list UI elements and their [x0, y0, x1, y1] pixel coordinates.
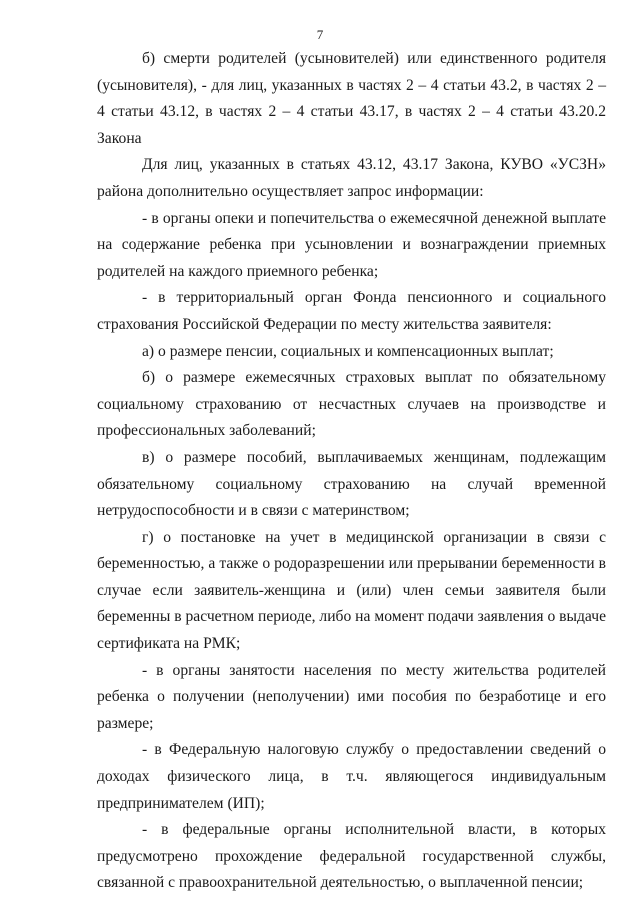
- paragraph-additional-request: Для лиц, указанных в статьях 43.12, 43.17 Закона, КУВО «УСЗН» района дополнительно осуществляет запрос информации:: [97, 156, 606, 200]
- paragraph-pension-fund: - в территориальный орган Фонда пенсионного и социального страхования Российской Федерации по месту жительства заявителя:: [97, 289, 606, 333]
- paragraph-item-a-pension: а) о размере пенсии, социальных и компенсационных выплат;: [142, 342, 554, 360]
- paragraph-item-g-pregnancy: г) о постановке на учет в медицинской организации в связи с беременностью, а также о родоразрешении или прерывании беременности в случае если заявитель-женщина и (или) член семьи заявителя были беременны в расчетном периоде, либо на момент подачи заявления о выдаче сертификата на РМК;: [97, 528, 606, 653]
- paragraph-employment-bodies: - в органы занятости населения по месту жительства родителей ребенка о получении (неполучении) ими пособия по безработице и его размере;: [97, 661, 606, 732]
- paragraph-federal-bodies: - в федеральные органы исполнительной власти, в которых предусмотрено прохождение федеральной государственной службы, связанной с правоохранительной деятельностью, о выплаченной пенсии;: [97, 821, 606, 892]
- paragraph-guardianship-bodies: - в органы опеки и попечительства о ежемесячной денежной выплате на содержание ребенка при усыновлении и вознаграждении приемных родителей на каждого приемного ребенка;: [97, 209, 606, 280]
- page-number: 7: [316, 27, 324, 42]
- paragraph-death-of-parents: б) смерти родителей (усыновителей) или единственного родителя (усыновителя), - для лиц, указанных в частях 2 – 4 статьи 43.2, в частях 2 – 4 статьи 43.12, в частях 2 – 4 статьи 43.17, в частях 2 – 4 статьи 43.20.2 Закона: [97, 50, 606, 147]
- paragraph-tax-service: - в Федеральную налоговую службу о предоставлении сведений о доходах физического лица, в т.ч. являющегося индивидуальным предпринимателем (ИП);: [97, 741, 606, 812]
- document-body: [97, 46, 606, 897]
- paragraph-item-v-benefits: в) о размере пособий, выплачиваемых женщинам, подлежащим обязательному социальному страхованию на случай временной нетрудоспособности и в связи с материнством;: [97, 448, 606, 520]
- paragraph-item-b-insurance: б) о размере ежемесячных страховых выплат по обязательному социальному страхованию от несчастных случаев на производстве и профессиональных заболеваний;: [97, 369, 606, 440]
